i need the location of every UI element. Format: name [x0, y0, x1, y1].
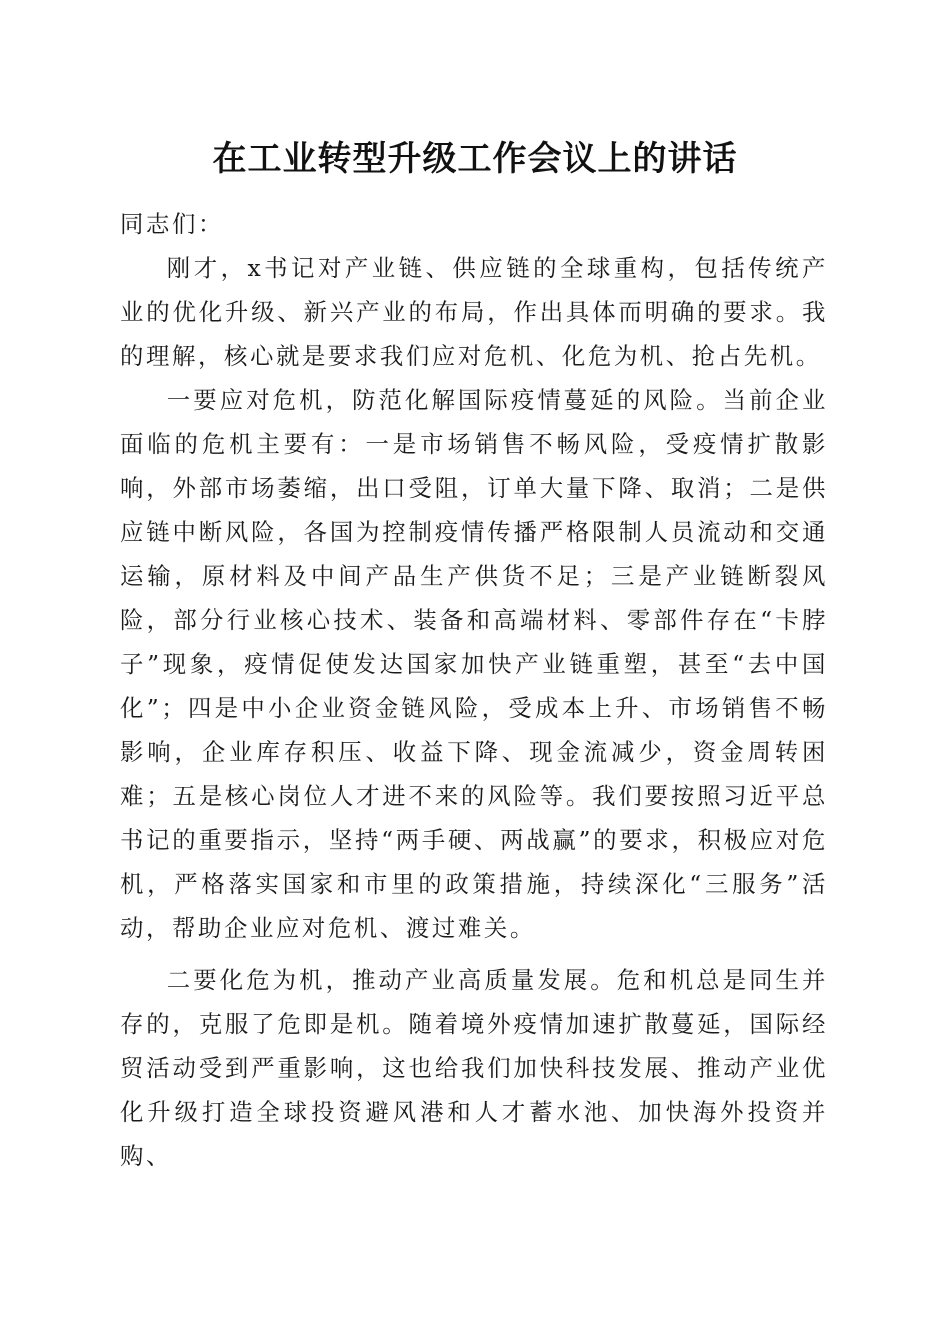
paragraph-3: 二要化危为机，推动产业高质量发展。危和机总是同生并存的，克服了危即是机。随着境外疫情加速扩散蔓延，国际经贸活动受到严重影响，这也给我们加快科技发展、推动产业优化升级打造全球投资避风港和人才蓄水池、加快海外投资并购、 — [120, 966, 828, 1170]
paragraph-1: 刚才，x书记对产业链、供应链的全球重构，包括传统产业的优化升级、新兴产业的布局，作出具体而明确的要求。我的理解，核心就是要求我们应对危机、化危为机、抢占先机。 — [120, 254, 828, 370]
paragraph-2: 一要应对危机，防范化解国际疫情蔓延的风险。当前企业面临的危机主要有：一是市场销售不畅风险，受疫情扩散影响，外部市场萎缩，出口受阻，订单大量下降、取消；二是供应链中断风险，各国为控制疫情传播严格限制人员流动和交通运输，原材料及中间产品生产供货不足；三是产业链断裂风险，部分行业核心技术、装备和高端材料、零部件存在“卡脖子”现象，疫情促使发达国家加快产业链重塑，甚至“去中国化”；四是中小企业资金链风险，受成本上升、市场销售不畅影响，企业库存积压、收益下降、现金流减少，资金周转困难；五是核心岗位人才进不来的风险等。我们要按照习近平总书记的重要指示，坚持“两手硬、两战赢”的要求，积极应对危机，严格落实国家和市里的政策措施，持续深化“三服务”活动，帮助企业应对危机、渡过难关。 — [120, 386, 828, 942]
document-title: 在工业转型升级工作会议上的讲话 — [212, 139, 738, 179]
document-body — [120, 202, 828, 1178]
salutation: 同志们： — [120, 210, 224, 238]
